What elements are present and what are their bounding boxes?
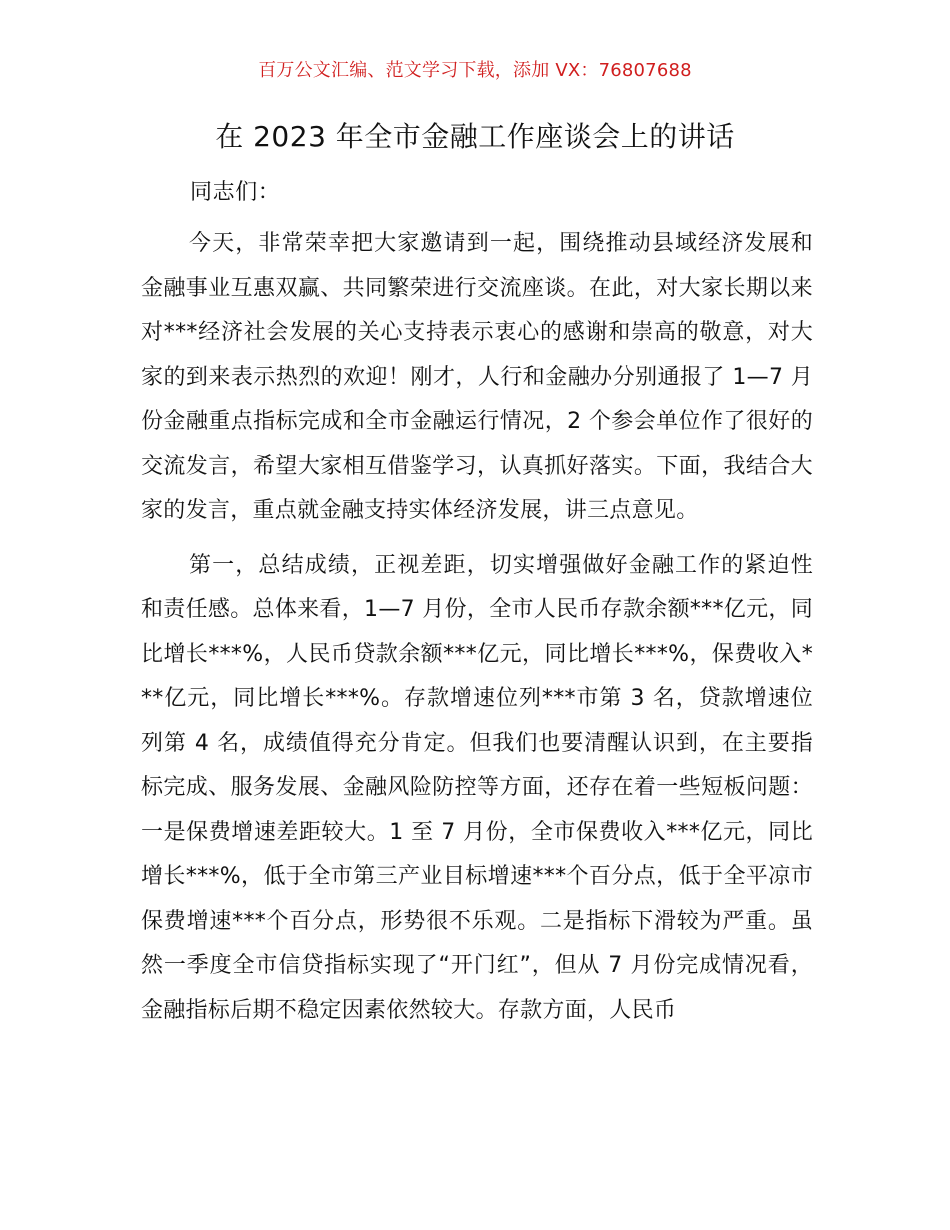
paragraph-opening: 今天，非常荣幸把大家邀请到一起，围绕推动县域经济发展和金融事业互惠双赢、共同繁荣进行交流座谈。在此，对大家长期以来对***经济社会发展的关心支持表示衷心的感谢和崇高的敬意，对大家的到来表示热烈的欢迎！刚才，人行和金融办分别通报了 1—7 月份金融重点指标完成和全市金融运行情况，2 个参会单位作了很好的交流发言，希望大家相互借鉴学习，认真抓好落实。下面，我结合大家的发言，重点就金融支持实体经济发展，讲三点意见。 bbox=[141, 231, 813, 523]
document-title: 在 2023 年全市金融工作座谈会上的讲话 bbox=[215, 120, 735, 153]
document-body bbox=[141, 222, 813, 1043]
salutation: 同志们： bbox=[190, 180, 281, 205]
paragraph-point-one: 第一，总结成绩，正视差距，切实增强做好金融工作的紧迫性和责任感。总体来看，1—7 月份，全市人民币存款余额***亿元，同比增长***%，人民币贷款余额***亿元，同比增长***%，保费收入***亿元，同比增长***%。存款增速位列***市第 3 名，贷款增速位列第 4 名，成绩值得充分肯定。但我们也要清醒认识到，在主要指标完成、服务发展、金融风险防控等方面，还存在着一些短板问题：一是保费增速差距较大。1 至 7 月份，全市保费收入***亿元，同比增长***%，低于全市第三产业目标增速***个百分点，低于全平凉市保费增速***个百分点，形势很不乐观。二是指标下滑较为严重。虽然一季度全市信贷指标实现了“开门红”，但从 7 月份完成情况看，金融指标后期不稳定因素依然较大。存款方面，人民币 bbox=[141, 552, 813, 1023]
watermark-header: 百万公文汇编、范文学习下载，添加 VX：76807688 bbox=[258, 60, 692, 81]
